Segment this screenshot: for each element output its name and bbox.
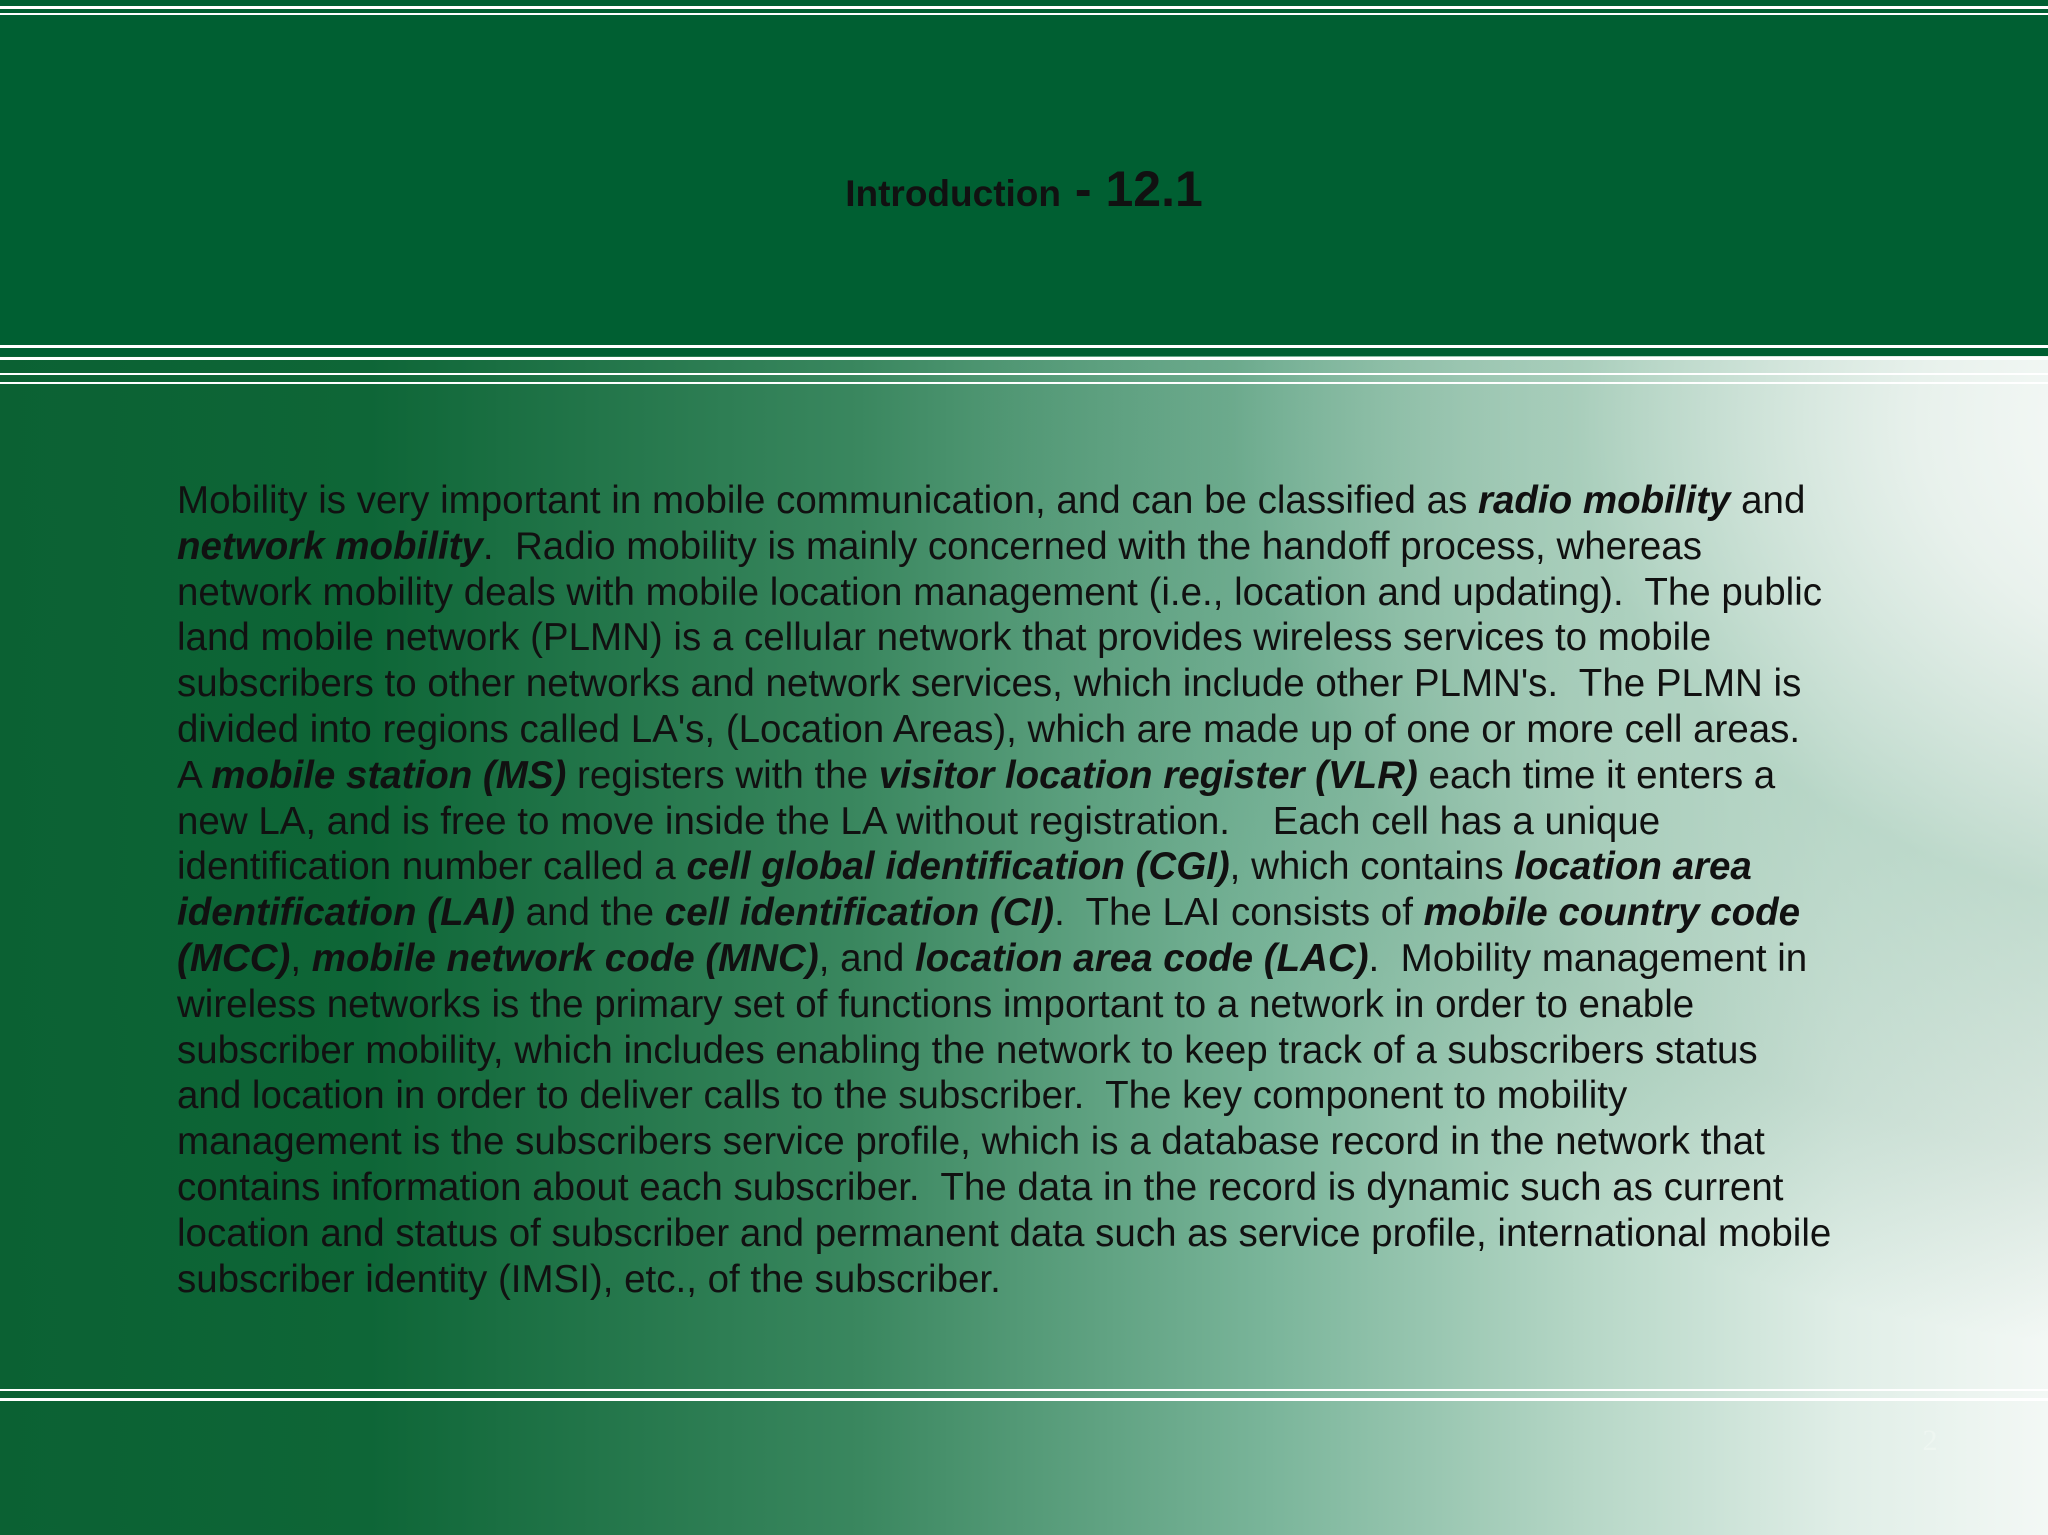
header-bottom-rule-1: [0, 345, 2048, 348]
body-text-run: registers with the: [566, 753, 879, 797]
top-rule-1: [0, 6, 2048, 9]
slide-title: [0, 160, 2048, 218]
body-text-run: , which contains: [1229, 845, 1515, 889]
emphasized-term: cell identification (CI): [664, 891, 1055, 935]
body-text-run: each time it enters a new LA, and is free to move inside the LA without registration. Each cell has a unique identification number called a: [177, 753, 1776, 889]
footer-rule-1: [0, 1389, 2048, 1391]
emphasized-term: location area identification (LAI): [177, 845, 1752, 935]
body-text-run: and the: [514, 891, 665, 935]
slide-title-number: - 12.1: [1061, 161, 1203, 217]
emphasized-term: mobile network code (MNC): [311, 936, 819, 980]
body-text-run: and: [1741, 479, 1806, 522]
footer-rule-2: [0, 1398, 2048, 1401]
emphasized-term: network mobility: [177, 524, 483, 568]
top-rule-2: [0, 13, 2048, 15]
header-bottom-rule-4: [0, 382, 2048, 384]
emphasized-term: visitor location register (VLR): [878, 753, 1418, 797]
emphasized-term: mobile station (MS): [211, 753, 567, 797]
emphasized-term: mobile country code (MCC): [177, 891, 1801, 980]
emphasized-term: cell global identification (CGI): [686, 845, 1230, 889]
emphasized-term: radio mobility: [1478, 479, 1731, 522]
body-paragraph: [177, 478, 1957, 1302]
body-text-run: ,: [290, 936, 312, 980]
emphasized-term: location area code (LAC): [915, 936, 1369, 980]
page-number: 2: [1922, 1424, 1938, 1457]
body-text-run: Mobility is very important in mobile communication, and can be classified as: [177, 479, 1479, 522]
body-text-run: . Mobility management in wireless networks is the primary set of functions important to a network in order to enable subscriber mobility, which includes enabling the network to keep track of a subscribers status and location in order to deliver calls to the subscriber. The key component to mobility management is the subscribers service profile, which is a database record in the network that contains information about each subscriber. The data in the record is dynamic such as current location and status of subscriber and permanent data such as service profile, international mobile subscriber identity (IMSI), etc., of the subscriber.: [177, 936, 1832, 1301]
body-text-run: , and: [818, 936, 916, 980]
header-bottom-rule-2: [0, 357, 2048, 360]
body-text-run: . The LAI consists of: [1054, 891, 1424, 935]
body-text-run: . Radio mobility is mainly concerned with the handoff process, whereas network mobility deals with mobile location management (i.e., location and updating). The public land mobile network (PLMN) is a cellular network that provides wireless services to mobile subscribers to other networks and network services, which include other PLMN's. The PLMN is divided into regions called LA's, (Location Areas), which are made up of one or more cell areas. A: [177, 524, 1822, 797]
header-bottom-rule-3: [0, 373, 2048, 375]
slide-title-main: Introduction: [845, 173, 1062, 214]
